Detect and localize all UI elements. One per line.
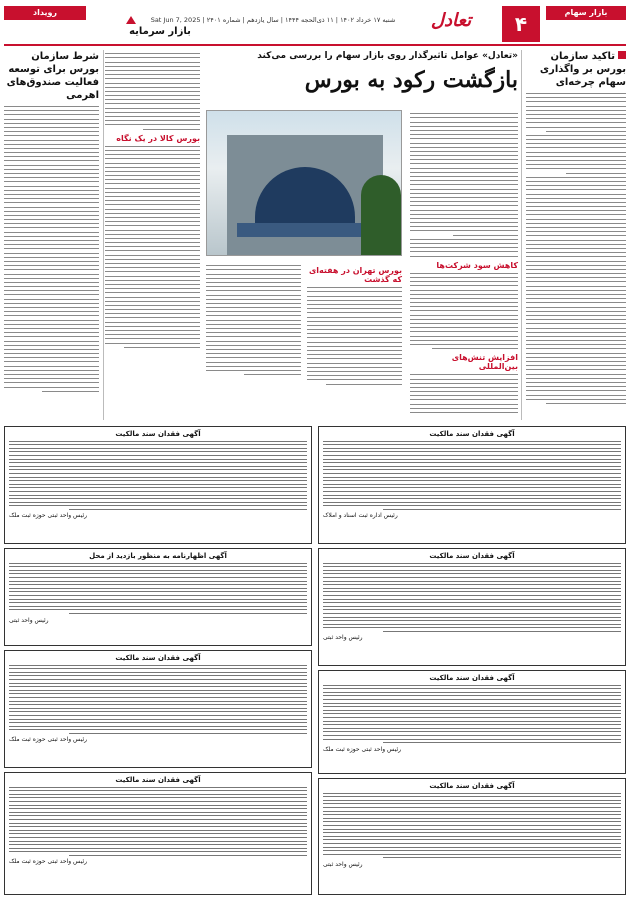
notice-box <box>4 650 312 768</box>
section-tag-left: رویداد <box>4 6 86 20</box>
main-article <box>206 50 518 420</box>
dateline: شنبه ۱۷ خرداد ۱۴۰۲ | ۱۱ ذی‌الحجه ۱۴۴۴ | سال یازدهم | شماره ۲۴۰۱ | Sat Jun 7, 2025 <box>150 16 396 24</box>
subhead-tensions: افزایش تنش‌های بین‌المللی <box>451 353 518 372</box>
notice-title: آگهی فقدان سند مالکیت <box>115 776 201 784</box>
square-bullet-icon <box>618 51 626 59</box>
right-column-title <box>526 50 626 89</box>
right-column-body <box>526 93 626 404</box>
notice-signature: رئیس واحد ثبتی حوزه ثبت ملک <box>9 858 88 866</box>
notice-signature: رئیس واحد ثبتی حوزه ثبت ملک <box>9 736 88 744</box>
notice-title: آگهی فقدان سند مالکیت <box>429 782 515 790</box>
article-kicker: «تعادل» عوامل تاثیرگذار روی بازار سهام را بررسی می‌کند <box>257 51 518 61</box>
subhead-profit: کاهش سود شرکت‌ها <box>436 260 518 270</box>
header-divider <box>4 44 626 46</box>
left-column-title: شرط سازمان بورس برای توسعه فعالیت صندوق‌های اهرمی <box>6 51 99 101</box>
notice-title: آگهی فقدان سند مالکیت <box>429 552 515 560</box>
market-label: بازار سرمایه <box>129 26 191 37</box>
notice-signature: رئیس واحد ثبتی <box>323 860 363 868</box>
notice-box <box>318 778 626 895</box>
notice-box <box>4 548 312 646</box>
main-article-body-bottom <box>206 262 402 388</box>
main-article-body-right <box>410 110 518 416</box>
notice-box <box>4 772 312 895</box>
notice-title: آگهی فقدان سند مالکیت <box>429 674 515 682</box>
notice-signature: رئیس اداره ثبت اسناد و املاک <box>323 512 398 520</box>
column-divider <box>521 50 522 420</box>
article-headline: بازگشت رکود به بورس <box>304 67 518 93</box>
column-divider <box>103 50 104 420</box>
photo-caption: بورس تهران در هفته‌ای که گذشت <box>308 266 402 284</box>
page-number: ۴ <box>502 6 540 42</box>
left-column <box>4 50 200 420</box>
article-photo <box>206 110 402 256</box>
legal-notices-section <box>4 426 626 895</box>
notice-title: آگهی فقدان سند مالکیت <box>115 430 201 438</box>
notice-title: آگهی اظهارنامه به منظور بازدید از محل <box>89 552 227 560</box>
notice-signature: رئیس واحد ثبتی <box>9 616 49 624</box>
notice-signature: رئیس واحد ثبتی حوزه ثبت ملک <box>9 512 88 520</box>
notice-title: آگهی فقدان سند مالکیت <box>115 654 201 662</box>
notice-box <box>4 426 312 544</box>
stock-exchange-box <box>105 50 200 395</box>
notice-title: آگهی فقدان سند مالکیت <box>429 430 515 438</box>
notice-signature: رئیس واحد ثبتی <box>323 634 363 642</box>
right-column-article <box>526 50 626 420</box>
newspaper-logo: تعادل <box>430 10 472 31</box>
notice-box <box>318 670 626 774</box>
box-title: بورس کالا در یک نگاه <box>116 133 200 143</box>
section-tag-right: بازار سهام <box>546 6 626 20</box>
notice-box <box>318 548 626 666</box>
notice-signature: رئیس واحد ثبتی حوزه ثبت ملک <box>323 745 402 753</box>
right-column-title-text: تاکید سازمان بورس بر واگذاری سهام چرخه‌ای <box>539 51 626 88</box>
page-header <box>4 4 626 46</box>
left-news-item <box>4 50 99 395</box>
notice-box <box>318 426 626 544</box>
triangle-icon <box>126 16 136 24</box>
